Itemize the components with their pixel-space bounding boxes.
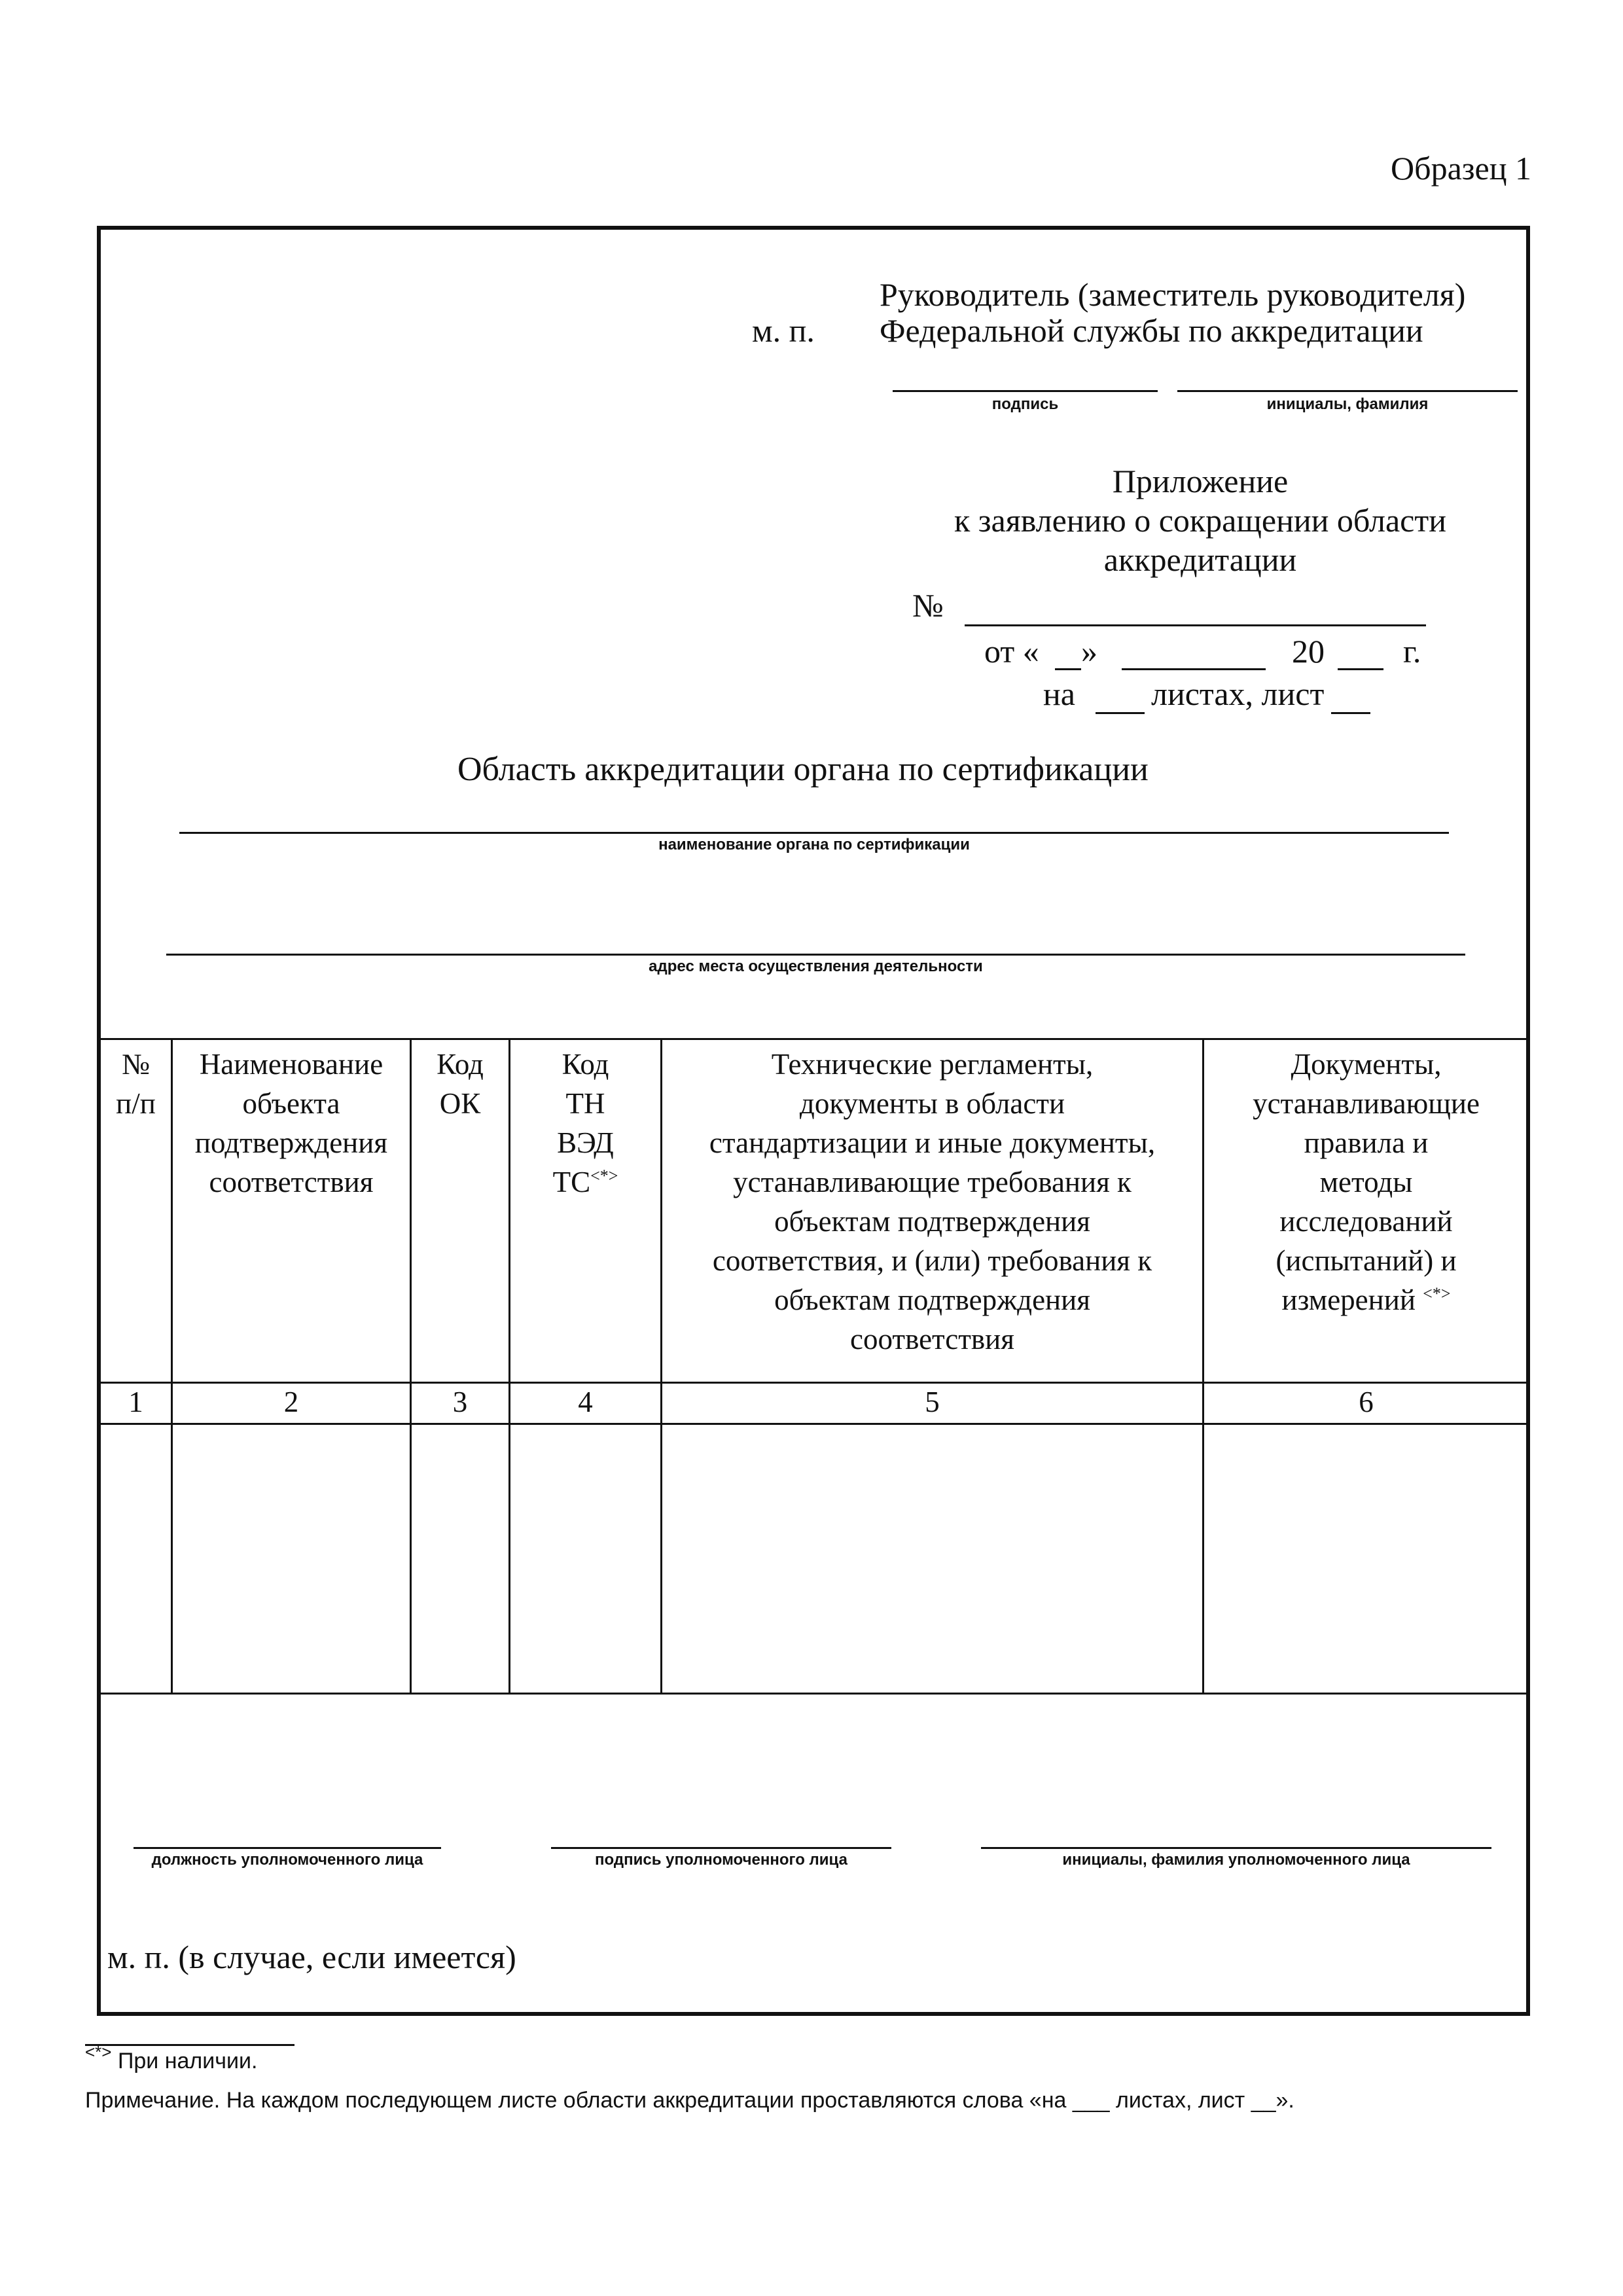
appendix-line-3: аккредитации [1103, 541, 1297, 578]
initials-caption: инициалы, фамилия [1266, 395, 1429, 413]
number-label: № [912, 587, 944, 624]
head-line-2: Федеральной службы по аккредитации [880, 312, 1423, 349]
form-frame [97, 226, 1530, 2016]
body-name-caption: наименование органа по сертификации [658, 836, 970, 853]
address-line [166, 954, 1465, 956]
header-col-3: Код ОК [437, 1048, 484, 1120]
footnote-separator [85, 2044, 294, 2046]
address-caption: адрес места осуществления деятельности [649, 958, 983, 975]
position-line [134, 1847, 441, 1849]
name-authorized-caption: инициалы, фамилия уполномоченного лица [1062, 1851, 1410, 1869]
header-col-6: Документы, устанавливающие правила и методы исследований (испытаний) и измерений <*> [1253, 1048, 1480, 1316]
header-col-1: № п/п [116, 1048, 156, 1120]
signature-line [893, 390, 1158, 392]
date-year-line [1338, 668, 1383, 670]
header-col-4: Код ТН ВЭД ТС<*> [552, 1048, 618, 1198]
col-number-6: 6 [1359, 1386, 1374, 1418]
col-number-2: 2 [283, 1386, 299, 1418]
table-header-bottom [101, 1382, 1526, 1384]
date-day-line [1055, 668, 1081, 670]
col-number-4: 4 [578, 1386, 593, 1418]
stamp-mark: м. п. [752, 312, 815, 349]
col-number-1: 1 [128, 1386, 143, 1418]
header-col-5: Технические регламенты, документы в области стандартизации и иные документы, устанавливающие требования к объектам подтверждения соответствия, и (или) требования к объектам подтверждения соответствия [709, 1048, 1156, 1355]
table-top-border [101, 1038, 1526, 1040]
col-number-3: 3 [452, 1386, 468, 1418]
appendix-line-2: к заявлению о сокращении области [954, 502, 1446, 539]
table-numbers-bottom [101, 1423, 1526, 1425]
col-number-5: 5 [925, 1386, 940, 1418]
sheet-number-line [1331, 712, 1370, 714]
sheets-count-line [1096, 712, 1145, 714]
signature-authorized-line [551, 1847, 891, 1849]
date-from-label: от « [984, 633, 1039, 670]
footnote-presence: <*> При наличии. [85, 2042, 258, 2073]
appendix-title: Приложение [1112, 463, 1289, 499]
name-authorized-line [981, 1847, 1491, 1849]
sample-label: Образец 1 [1391, 150, 1531, 187]
head-line-1: Руководитель (заместитель руководителя) [880, 276, 1466, 313]
scope-title: Область аккредитации органа по сертификации [457, 751, 1149, 788]
position-caption: должность уполномоченного лица [151, 1851, 423, 1869]
col-divider-2 [410, 1038, 412, 1695]
footnote-mark: <*> [85, 2042, 112, 2062]
date-quote-close: » [1081, 633, 1097, 670]
header-col-2: Наименование объекта подтверждения соответствия [194, 1048, 388, 1198]
sheets-text: листах, лист [1151, 675, 1325, 712]
date-month-line [1122, 668, 1266, 670]
stamp-note: м. п. (в случае, если имеется) [107, 1939, 516, 1975]
date-year: 20 [1292, 633, 1325, 670]
table-bottom-border [101, 1693, 1526, 1695]
body-name-line [179, 832, 1449, 834]
date-year-suffix: г. [1403, 633, 1421, 670]
signature-caption: подпись [991, 395, 1059, 413]
footnote-mark-col6: <*> [1423, 1284, 1451, 1303]
footnote-note: Примечание. На каждом последующем листе области аккредитации проставляются слова «на ___ листах, лист __». [85, 2088, 1294, 2113]
signature-authorized-caption: подпись уполномоченного лица [595, 1851, 847, 1869]
number-field-line [965, 624, 1426, 626]
initials-line [1177, 390, 1518, 392]
footnote-mark-col4: <*> [590, 1166, 618, 1185]
sheets-on-label: на [1043, 675, 1075, 712]
